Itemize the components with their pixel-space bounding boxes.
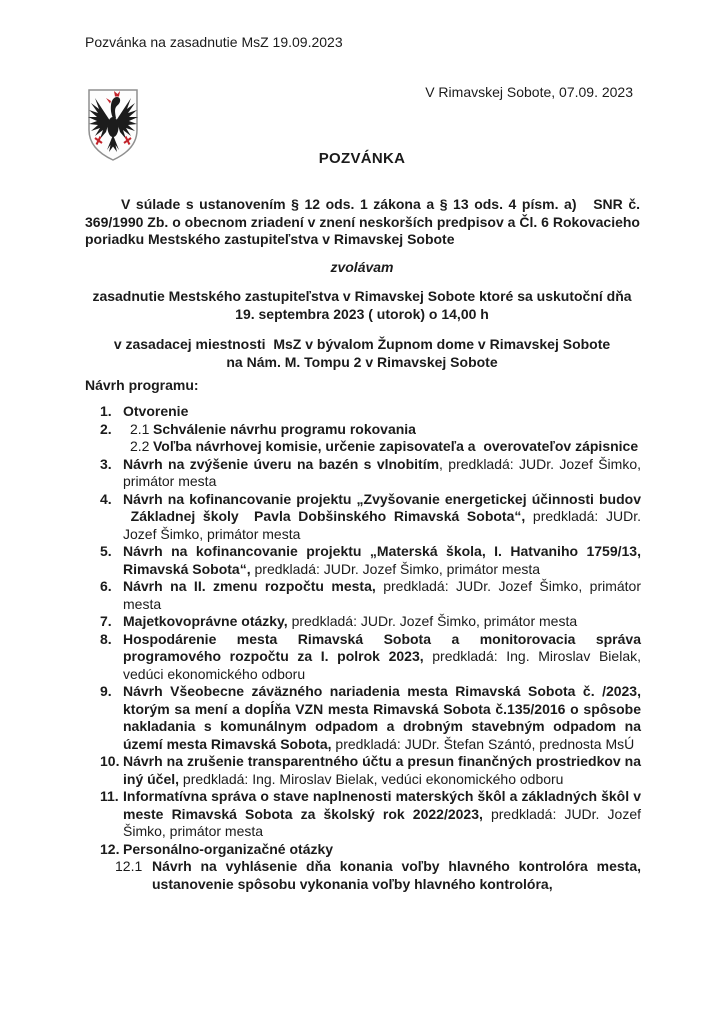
- session-line-1: zasadnutie Mestského zastupiteľstva v Rimavskej Sobote ktoré sa uskutoční dňa: [92, 288, 632, 304]
- venue-info: [43, 336, 681, 371]
- agenda-segment-bold: Návrh Všeobecne záväzného nariadenia mesta Rimavská Sobota č. /2023, ktorým sa mení a dopĺňa VZN mesta Rimavská Sobota č.135/2016 o spôsobe nakladania s komunálnym odpadom a drobným stavebným odpadom na území mesta Rimavská Sobota,: [123, 683, 641, 752]
- agenda-item-7: [100, 613, 641, 631]
- agenda-item-content: [123, 788, 641, 841]
- agenda-item-content: [123, 631, 641, 684]
- agenda-segment-regular: predkladá: JUDr. Jozef Šimko, primátor mesta: [123, 578, 642, 612]
- agenda-item-content: [123, 753, 641, 788]
- agenda-item-content: [123, 403, 641, 421]
- agenda-subitem-number: 2.1: [130, 420, 150, 437]
- agenda-subitem-12-1: [115, 858, 641, 893]
- place-date-line: V Rimavskej Sobote, 07.09. 2023: [425, 84, 633, 100]
- agenda-item-number: 5.: [100, 543, 112, 559]
- agenda-item-content: [123, 421, 641, 456]
- venue-line-1: v zasadacej miestnosti MsZ v bývalom Župnom dome v Rimavskej Sobote: [113, 336, 611, 352]
- agenda-item-4: [100, 491, 641, 544]
- session-info: [43, 288, 681, 323]
- agenda-segment-regular: predkladá: JUDr. Jozef Šimko, primátor mesta: [123, 805, 641, 839]
- agenda-item-content: [123, 683, 641, 753]
- agenda-item-8: [100, 631, 641, 684]
- agenda-item-3: [100, 456, 641, 491]
- agenda-item-2: [100, 421, 641, 456]
- agenda-segment-regular: , predkladá: JUDr. Jozef Šimko, primátor mesta: [123, 455, 641, 489]
- agenda-item-content: [115, 840, 641, 894]
- agenda-segment-bold: Otvorenie: [123, 403, 189, 419]
- agenda-subitem-2-2: [130, 438, 641, 456]
- agenda-segment-regular: predkladá: Ing. Miroslav Bielak, vedúci ekonomického odboru: [123, 648, 641, 682]
- agenda-heading: Návrh programu:: [85, 377, 199, 393]
- agenda-subitem-number: 2.2: [130, 438, 150, 454]
- agenda-segment-bold: Voľba návrhovej komisie, určenie zapisovateľa a overovateľov zápisnice: [153, 438, 639, 454]
- agenda-subitem-number: 12.1: [115, 858, 143, 874]
- agenda-item-content: [123, 613, 641, 631]
- agenda-segment-bold: Schválenie návrhu programu rokovania: [153, 420, 416, 437]
- agenda-item-number: 11.: [100, 788, 119, 804]
- agenda-item-number: 8.: [100, 630, 112, 647]
- agenda-segment-bold: Návrh na vyhlásenie dňa konania voľby hlavného kontrolóra mesta, ustanovenie spôsobu vykonania voľby hlavného kontrolóra,: [152, 858, 641, 892]
- agenda-segment-bold: Personálno-organizačné otázky: [123, 840, 334, 857]
- agenda-item-5: [100, 543, 641, 578]
- agenda-item-10: [100, 753, 641, 788]
- agenda-item-12: [100, 841, 641, 894]
- agenda-list: [100, 403, 641, 893]
- agenda-segment-bold: Informatívna správa o stave naplnenosti materských škôl a základných škôl v meste Rimavská Sobota za školský rok 2022/2023,: [123, 788, 641, 822]
- agenda-item-number: 12.: [100, 840, 120, 857]
- agenda-item-1: [100, 403, 641, 421]
- agenda-segment-regular: predkladá: JUDr. Štefan Szántó, prednosta MsÚ: [331, 735, 635, 752]
- agenda-item-number: 3.: [100, 455, 112, 472]
- agenda-item-number: 6.: [100, 578, 112, 594]
- agenda-segment-bold: Hospodárenie mesta Rimavská Sobota a monitorovacia správa programového rozpočtu za I. polrok 2023,: [123, 630, 641, 664]
- agenda-segment-bold: Návrh na zvýšenie úveru na bazén s vlnobitím: [123, 455, 440, 472]
- agenda-item-9: [100, 683, 641, 753]
- legal-intro-paragraph: V súlade s ustanovením § 12 ods. 1 zákona a § 13 ods. 4 písm. a) SNR č. 369/1990 Zb. o obecnom zriadení v znení neskorších predpisov a Čl. 6 Rokovacieho poriadku Mestského zastupiteľstva v Rimavskej Sobote: [85, 196, 640, 247]
- agenda-segment-bold: Návrh na kofinancovanie projektu „Zvyšovanie energetickej účinnosti budov Základnej školy Pavla Dobšinského Rimavská Sobota“,: [123, 490, 641, 524]
- agenda-item-number: 7.: [100, 613, 112, 629]
- agenda-segment-regular: predkladá: JUDr. Jozef Šimko, primátor mesta: [123, 508, 641, 542]
- document-title: POZVÁNKA: [318, 150, 406, 167]
- agenda-segment-bold: Návrh na kofinancovanie projektu „Materská škola, I. Hatvaniho 1759/13, Rimavská Sobota“,: [123, 543, 641, 577]
- session-line-2: 19. septembra 2023 ( utorok) o 14,00 h: [235, 305, 489, 322]
- agenda-item-11: [100, 788, 641, 841]
- agenda-item-number: 10.: [100, 753, 120, 769]
- agenda-item-number: 2.: [100, 420, 112, 437]
- agenda-segment-regular: predkladá: Ing. Miroslav Bielak, vedúci ekonomického odboru: [179, 770, 564, 787]
- venue-line-2: na Nám. M. Tompu 2 v Rimavskej Sobote: [226, 353, 498, 370]
- agenda-segment-regular: predkladá: JUDr. Jozef Šimko, primátor mesta: [287, 613, 578, 629]
- document-reference-line: Pozvánka na zasadnutie MsZ 19.09.2023: [85, 34, 343, 50]
- agenda-subitem-2-1: [130, 421, 641, 439]
- agenda-segment-bold: Návrh na II. zmenu rozpočtu mesta,: [123, 578, 376, 594]
- agenda-item-6: [100, 578, 641, 613]
- agenda-segment-bold: Návrh na zrušenie transparentného účtu a presun finančných prostriedkov na iný účel,: [123, 753, 641, 787]
- agenda-item-content: [123, 543, 641, 578]
- agenda-item-content: [123, 578, 641, 613]
- agenda-item-number: 4.: [100, 490, 112, 507]
- agenda-item-number: 9.: [100, 683, 112, 699]
- agenda-item-content: [123, 491, 641, 544]
- agenda-item-content: [123, 456, 641, 491]
- agenda-segment-bold: Majetkovoprávne otázky,: [123, 613, 288, 629]
- convocation-word: zvolávam: [330, 259, 394, 275]
- agenda-segment-regular: predkladá: JUDr. Jozef Šimko, primátor mesta: [250, 560, 541, 577]
- agenda-item-number: 1.: [100, 403, 112, 419]
